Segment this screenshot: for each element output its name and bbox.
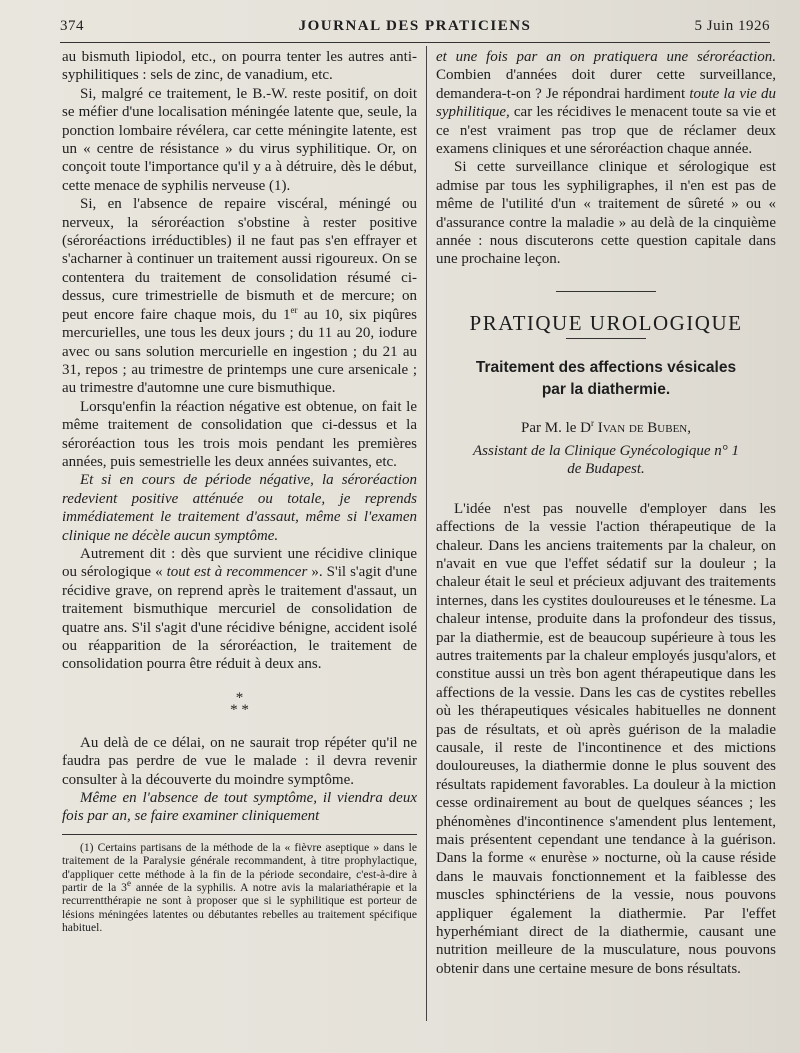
author-affiliation: Assistant de la Clinique Gynécologique n° 1 de Budapest. xyxy=(473,442,739,477)
paragraph: Si, en l'absence de repaire viscéral, méningé ou nerveux, la séroréaction s'obstine à rester positive (séroréactions irréductibles) il ne faut pas s'en effrayer et s'acharner à continuer un traitement aussi rigoureux. On se contentera du traitement de consolidation résumé ci-dessus, cure trimestrielle de bismuth et de mercure; on peut encore faire chaque mois, du 1er au 10, six piqûres mercurielles, une tous les deux jours ; du 11 au 20, iodure avec ou sans solution mercurielle en ingestion ; du 21 au 31, repos ; au trimestre de printemps une cure arsenicale ; au trimestre d'automne une cure bismuthique. xyxy=(62,196,417,397)
paragraph: Lorsqu'enfin la réaction négative est obtenue, on fait le même traitement de consolidation que ci-dessus et la séroréaction tous les trois mois pendant les premières années, puis semestrielle les deux années suivantes, etc. xyxy=(62,398,417,470)
section-asterism: * * * xyxy=(230,689,249,718)
header-rule xyxy=(60,42,770,43)
left-column xyxy=(62,48,417,935)
running-header xyxy=(60,18,770,40)
paragraph: Au delà de ce délai, on ne saurait trop répéter qu'il ne faudra pas perdre de vue le malade : il devra revenir consulter à la découverte du moindre symptôme. xyxy=(62,734,417,788)
article-title: Traitement des affections vésicales par la diathermie. xyxy=(475,359,737,399)
section-rule xyxy=(556,291,656,292)
issue-date: 5 Juin 1926 xyxy=(694,18,770,34)
article-author: Par M. le $D^r$ Ivan de Buben, xyxy=(520,418,692,437)
paragraph: Autrement dit : dès que survient une récidive clinique ou sérologique « tout est à recommencer ». S'il s'agit d'une récidive grave, on reprend après le traitement d'assaut, un traitement bismuthique mercuriel de consolidation de quatre ans. S'il s'agit d'une récidive bénigne, accident isolé ou réapparition de la séroréaction, le traitement de consolidation pourra être réduit à deux ans. xyxy=(62,545,417,673)
paragraph: au bismuth lipiodol, etc., on pourra tenter les autres anti-syphilitiques : sels de zinc, de vanadium, etc. xyxy=(62,49,417,84)
footnote: (1) Certains partisans de la méthode de la « fièvre aseptique » dans le traitement de la Paralysie générale recommandent, à titre prophylactique, d'appliquer cette méthode à la fin de la période secondaire, c'est-à-dire à partir de la 3e année de la syphilis. A notre avis la malariathérapie et la recurrentthérapie ne sont à proposer que si le syphilitique est porteur de lésions méningées latentes ou débutantes rebelles au traitement spécifique habituel. xyxy=(62,840,417,935)
section-title: PRATIQUE UROLOGIQUE xyxy=(469,310,743,335)
paragraph-italic: Et si en cours de période négative, la séroréaction redevient positive atténuée ou totale, je reprends immédiatement le traitement d'assaut, même si l'examen clinique ne décèle aucun symptôme. xyxy=(62,472,417,544)
footnote-rule xyxy=(62,834,417,835)
paragraph: et une fois par an on pratiquera une séroréaction. Combien d'années doit durer cette surveillance, demandera-t-on ? Je répondrai hardiment toute la vie du syphilitique, car les récidives le menacent toute sa vie et ce n'est vraiment pas trop que de réclamer deux examens cliniques et une séroréaction chaque année. xyxy=(436,49,777,158)
paragraph-italic: Même en l'absence de tout symptôme, il viendra deux fois par an, se faire examiner cliniquement xyxy=(62,790,417,825)
page-number: 374 xyxy=(60,18,84,34)
right-column xyxy=(436,48,776,978)
journal-title: JOURNAL DES PRATICIENS xyxy=(298,18,532,34)
section-rule xyxy=(566,338,646,339)
article-body: L'idée n'est pas nouvelle d'employer dans les affections de la vessie l'action thérapeutique de la chaleur. Dans les anciens traitements par la chaleur, on n'avait en vue que l'effet sédatif sur la douleur ; la chaleur était le seul et précieux adjuvant des traitements internes, dans les cystites douloureuses et le ténesme. La chaleur intense, produite dans la profondeur des tissus, par la diathermie, est de beaucoup supérieure à tous les autres traitements par la chaleur employés jusqu'alors, et constitue aussi un très bon agent thérapeutique dans les affections de la vessie. Dans les cas de cystites rebelles où les thérapeutiques vésicales habituelles ne donnent pas de résultats, et où après guérison de la maladie causale, il reste de l'incontinence et des mictions douloureuses, la diathermie donne le plus souvent des résultats rapidement favorables. La douleur à la miction cesse ordinairement au bout de quelques séances ; les phénomènes d'incontinence s'amendent plus lentement, mais présentent cependant une tendance à la guérison. Dans la forme « enurèse » nocturne, où la cause réside dans le mauvais fonctionnement et la faiblesse des muscles sphinctériens de la vessie, nous pouvons appliquer également la diathermie. Par l'effet hyperhémiant direct de la diathermie, causant une nutrition meilleure de la musculature, nous pouvons obtenir dans une certaine mesure de bons résultats. xyxy=(436,500,776,977)
paragraph: Si, malgré ce traitement, le B.-W. reste positif, on doit se méfier d'une localisation méningée latente que, seule, la ponction lombaire révélera, car cette méningite latente, est un « centre de résistance » du virus syphilitique. Or, on conçoit toute l'importance qu'il y a à détruire, dès le début, cette menace de syphilis nerveuse (1). xyxy=(62,85,417,194)
column-divider xyxy=(426,46,427,1021)
paragraph: Si cette surveillance clinique et sérologique est admise par tous les syphiligraphes, il n'en est pas de même de l'utilité d'un « traitement de sûreté » ou « d'assurance contre la maladie » au delà de la cinquième année : nous discuterons cette question capitale dans une prochaine leçon. xyxy=(436,159,776,268)
